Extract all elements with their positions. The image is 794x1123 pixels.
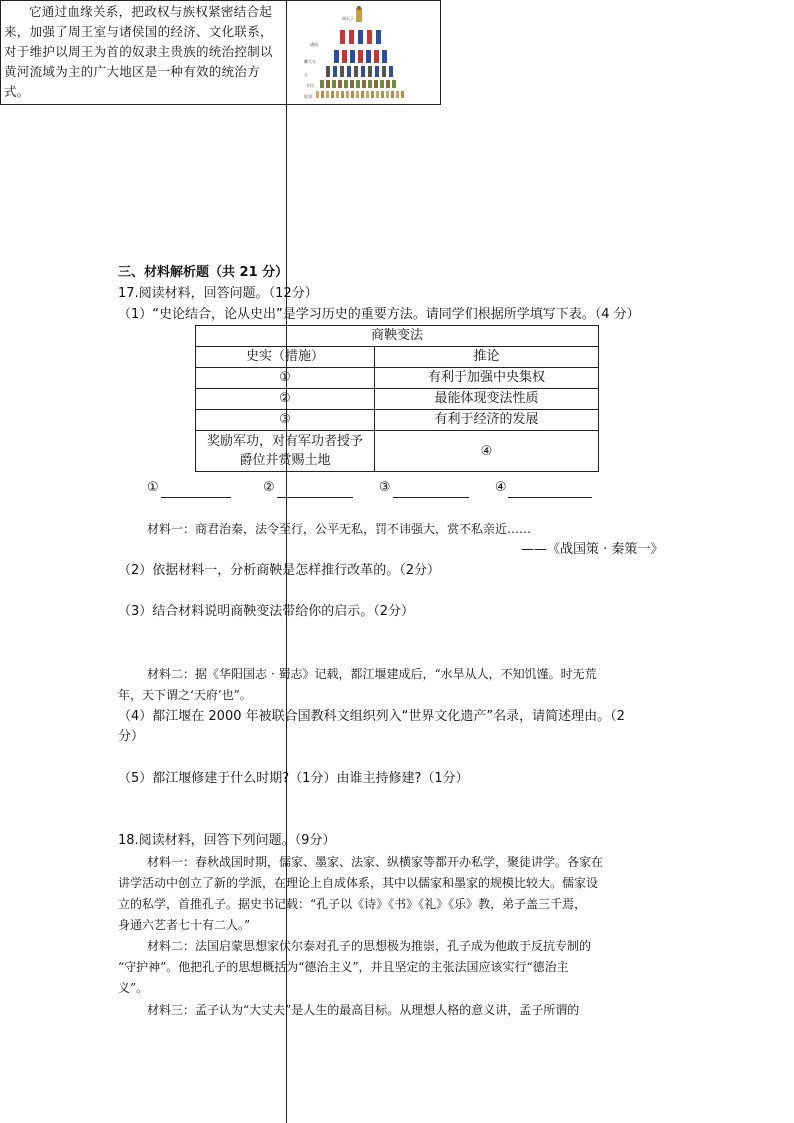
tier-slaves [316,91,404,98]
q18-material-1-line: 身通六艺者七十有二人。” [118,918,251,932]
table-cell-line: 爵位并赏赐土地 [239,453,331,468]
shang-yang-reform-table [195,325,599,472]
pyramid-label: 卿大夫 [304,59,316,64]
pyramid-label: 周天子 [342,16,354,21]
table-cell[interactable]: ① [196,368,375,389]
pyramid-label: 奴隶 [304,94,312,99]
material-2-line: 材料二：据《华阳国志 · 蜀志》记载，都江堰建成后，“水旱从人，不知饥馑。时无荒 [147,667,597,681]
table-cell: 有利于加强中央集权 [375,368,599,389]
table-row [196,410,599,431]
pyramid-label: 士 [304,72,308,77]
table-title: 商鞅变法 [196,326,599,347]
table-header: 推论 [375,347,599,368]
question-17-part4: （4）都江堰在 2000 年被联合国教科文组织列入“世界文化遗产”名录，请简述理由。（2 [118,709,625,724]
question-17-part2: （2）依据材料一，分析商鞅是怎样推行改革的。（2分） [118,563,441,578]
blank-label: ① [147,480,159,495]
question-17-part3: （3）结合材料说明商鞅变法带给你的启示。（2分） [118,604,415,619]
answer-blank-4[interactable] [508,484,592,498]
feudal-system-description: 它通过血缘关系，把政权与族权紧密结合起来，加强了周王室与诸侯国的经济、文化联系，对于维护以周王为首的奴隶主贵族的统治控制以黄河流域为主的广大地区是一种有效的统治方式。 [4,4,273,99]
tier-nobles [340,30,381,44]
table-row [196,431,599,472]
tier-scholars [326,66,393,77]
q18-material-2-line: “守护神”。他把孔子的思想概括为“德治主义”，并且坚定的主张法国应该实行“德治主 [118,960,569,974]
feudal-system-box [0,0,441,105]
table-cell-line: 奖励军功，对有军功者授予 [206,434,363,449]
table-row [196,389,599,410]
table-cell: 最能体现变法性质 [375,389,599,410]
blank-label: ④ [494,480,507,495]
blank-label: ② [262,480,275,495]
q18-material-2-line: 材料二：法国启蒙思想家伏尔泰对孔子的思想极为推崇，孔子成为他敢于反抗专制的 [147,939,592,953]
q18-material-1-line: 立的私学，首推孔子。据史书记载：“孔子以《诗》《书》《礼》《乐》教，弟子盖三千焉， [118,897,587,911]
question-17-title: 17.阅读材料，回答问题。（12分） [118,286,318,301]
tier-commoners [320,80,396,88]
table-cell: 有利于经济的发展 [375,410,599,431]
answer-blank-3[interactable] [393,484,469,498]
table-row [196,368,599,389]
answer-blank-1[interactable] [161,484,231,498]
table-cell[interactable]: ② [196,389,375,410]
tier-king [356,6,362,22]
answer-blanks [147,478,592,498]
table-cell[interactable]: ③ [196,410,375,431]
tier-ministers [334,50,387,63]
question-17-part5: （5）都江堰修建于什么时期?（1分）由谁主持修建?（1分） [118,771,469,786]
pyramid-label: 平民 [306,83,314,88]
question-17-part1: （1）“史论结合，论从史出”是学习历史的重要方法。请同学们根据所学填写下表。（4 分） [118,307,640,322]
pyramid-label: 诸侯 [310,42,318,47]
q18-material-3-line: 材料三：孟子认为“大丈夫”是人生的最高目标。从理想人格的意义讲，孟子所谓的 [147,1003,580,1017]
q18-material-2-line: 义”。 [118,981,149,995]
section-heading: 三、材料解析题（共 21 分） [118,265,289,280]
q18-material-1-line: 材料一：春秋战国时期，儒家、墨家、法家、纵横家等都开办私学，聚徒讲学。各家在 [147,855,604,869]
question-18-title: 18.阅读材料，回答下列问题。（9分） [118,833,336,848]
feudal-pyramid-illustration [290,4,436,100]
q18-material-1-line: 讲学活动中创立了新的学派，在理论上自成体系，其中以儒家和墨家的规模比较大。儒家设 [118,876,599,890]
answer-blank-2[interactable] [277,484,353,498]
material-2-line: 年，天下谓之‘天府’也”。 [118,688,252,702]
blank-label: ③ [378,480,391,495]
table-header: 史实（措施） [196,347,375,368]
table-cell[interactable]: ④ [375,431,599,472]
material-1: 材料一：商君治秦，法令至行，公平无私，罚不讳强大，赏不私亲近…… [147,522,532,536]
table-cell [196,431,375,472]
material-1-source: ——《战国策 · 秦策一》 [521,542,664,557]
question-17-part4-cont: 分） [118,729,145,744]
